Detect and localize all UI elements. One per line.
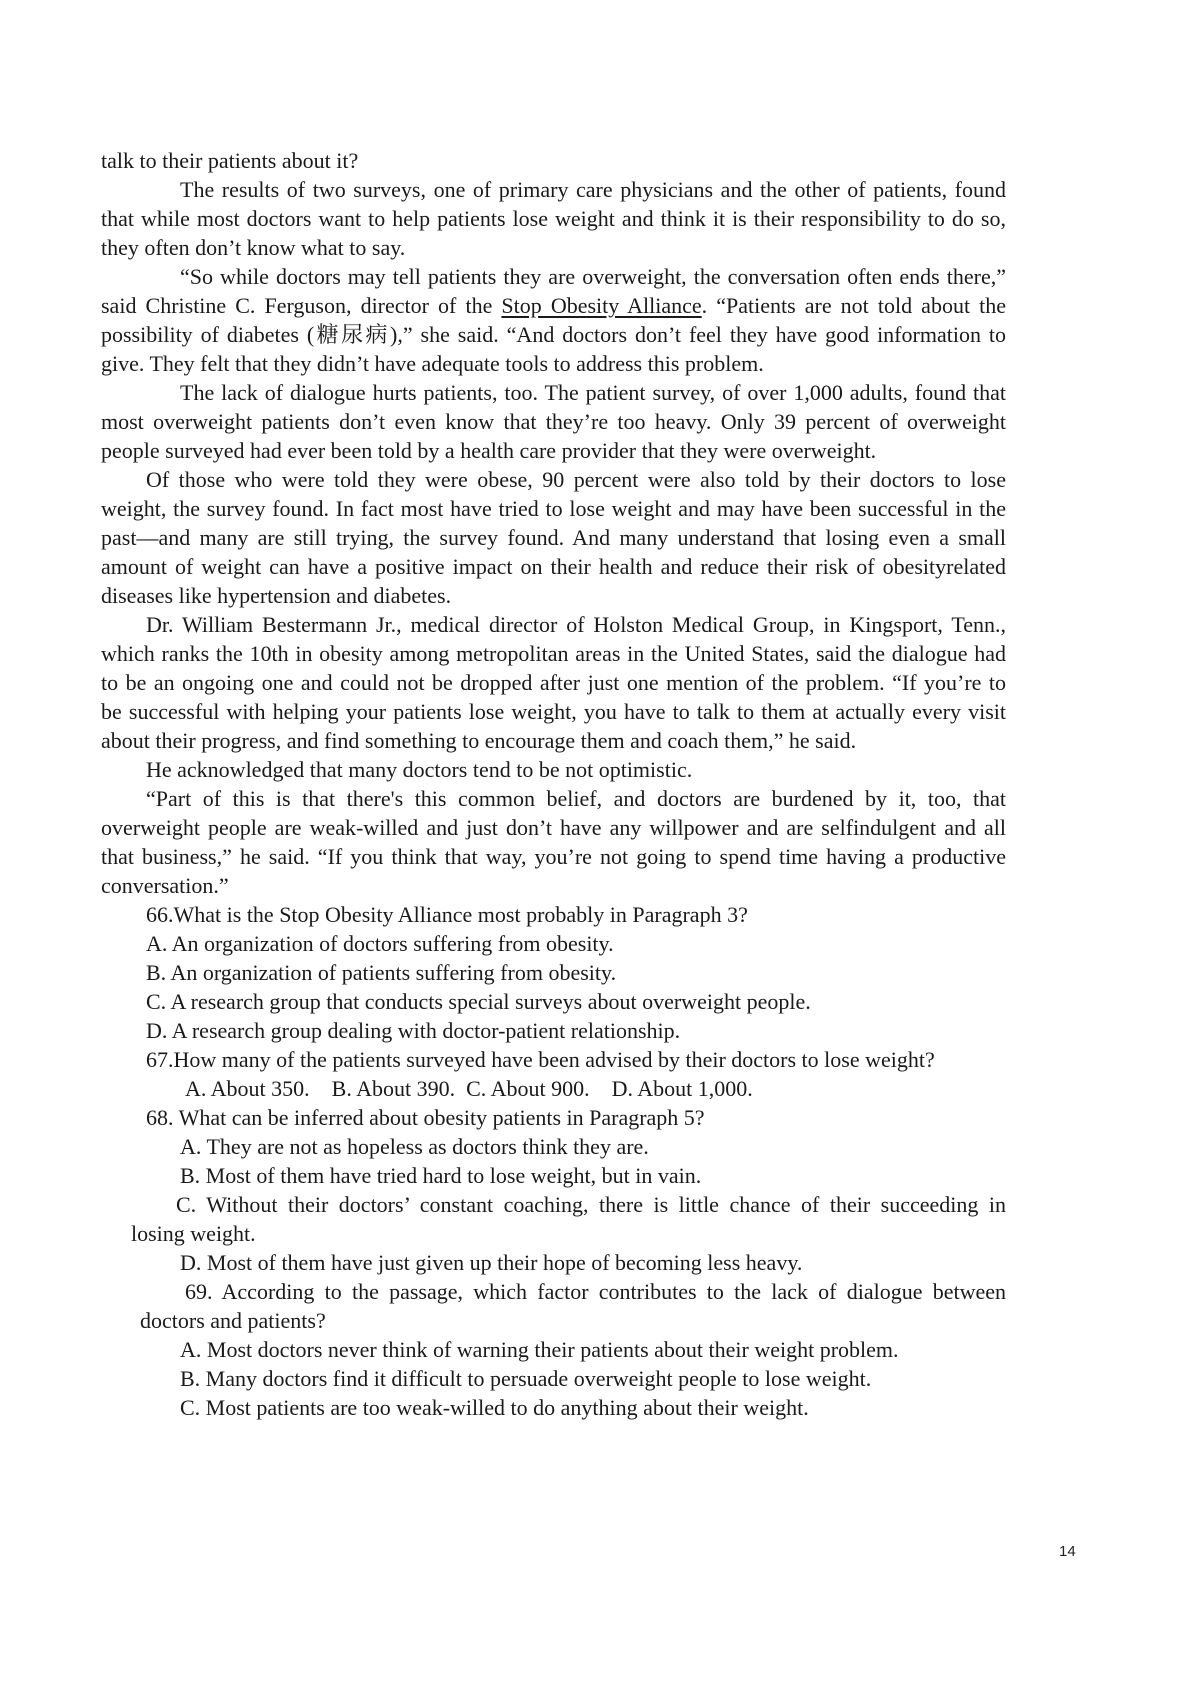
passage-line: weight, the survey found. In fact most have tried to lose weight and may have been successful in the <box>101 496 1006 521</box>
passage-line: that while most doctors want to help patients lose weight and think it is their responsibility to do so, <box>101 206 1006 231</box>
passage-line: people surveyed had ever been told by a health care provider that they were overweight. <box>101 438 877 463</box>
passage-line: overweight people are weak-willed and just don’t have any willpower and are selfindulgent and all <box>101 815 1006 840</box>
question-67-stem: 67.How many of the patients surveyed have been advised by their doctors to lose weight? <box>146 1047 935 1072</box>
question-68-stem: 68. What can be inferred about obesity patients in Paragraph 5? <box>146 1105 705 1130</box>
passage-line: He acknowledged that many doctors tend to be not optimistic. <box>146 757 693 782</box>
passage-line: they often don’t know what to say. <box>101 235 406 260</box>
passage-line: The lack of dialogue hurts patients, too. The patient survey, of over 1,000 adults, found that <box>180 380 1006 405</box>
page-number: 14 <box>1059 1543 1076 1560</box>
question-68-option-c-cont: losing weight. <box>131 1221 256 1246</box>
passage-line: to be an ongoing one and could not be dropped after just one mention of the problem. “If you’re to <box>101 670 1006 695</box>
passage-line: “So while doctors may tell patients they are overweight, the conversation often ends there,” <box>180 264 1006 289</box>
passage-line: “Part of this is that there's this common belief, and doctors are burdened by it, too, that <box>146 786 1006 811</box>
passage-line: talk to their patients about it? <box>101 148 359 173</box>
passage-line: past—and many are still trying, the survey found. And many understand that losing even a small <box>101 525 1006 550</box>
question-66-stem: 66.What is the Stop Obesity Alliance most probably in Paragraph 3? <box>146 902 748 927</box>
question-68-option-c: C. Without their doctors’ constant coaching, there is little chance of their succeeding in <box>176 1192 1006 1217</box>
passage-line: give. They felt that they didn’t have adequate tools to address this problem. <box>101 351 764 376</box>
question-66-option-b: B. An organization of patients suffering from obesity. <box>146 960 617 985</box>
passage-line: be successful with helping your patients lose weight, you have to talk to them at actually every visit <box>101 699 1006 724</box>
passage-text: said Christine C. Ferguson, director of the <box>101 293 502 318</box>
passage-line: Of those who were told they were obese, 90 percent were also told by their doctors to lose <box>146 467 1006 492</box>
passage-line: which ranks the 10th in obesity among metropolitan areas in the United States, said the dialogue had <box>101 641 1006 666</box>
passage-line: diseases like hypertension and diabetes. <box>101 583 452 608</box>
question-66-option-c: C. A research group that conducts special surveys about overweight people. <box>146 989 811 1014</box>
question-68-option-d: D. Most of them have just given up their hope of becoming less heavy. <box>180 1250 803 1275</box>
question-68-option-a: A. They are not as hopeless as doctors think they are. <box>180 1134 649 1159</box>
passage-text: . “Patients are not told about the <box>701 293 1007 318</box>
passage-line: The results of two surveys, one of primary care physicians and the other of patients, found <box>180 177 1006 202</box>
stop-obesity-alliance-underlined: Stop Obesity Alliance <box>501 293 702 318</box>
question-66-option-d: D. A research group dealing with doctor-patient relationship. <box>146 1018 681 1043</box>
passage-line: possibility of diabetes (糖尿病),” she said. “And doctors don’t feel they have good information to <box>101 322 1006 347</box>
question-69-stem-cont: doctors and patients? <box>140 1308 326 1333</box>
passage-line: conversation.” <box>101 873 229 898</box>
passage-line: that business,” he said. “If you think that way, you’re not going to spend time having a productive <box>101 844 1006 869</box>
question-69-option-a: A. Most doctors never think of warning their patients about their weight problem. <box>180 1337 899 1362</box>
passage-line: about their progress, and find something to encourage them and coach them,” he said. <box>101 728 857 753</box>
question-68-option-b: B. Most of them have tried hard to lose weight, but in vain. <box>180 1163 702 1188</box>
passage-line <box>101 290 1006 321</box>
question-69-option-b: B. Many doctors find it difficult to persuade overweight people to lose weight. <box>180 1366 872 1391</box>
passage-line: amount of weight can have a positive impact on their health and reduce their risk of obesityrelated <box>101 554 1006 579</box>
question-67-options: A. About 350. B. About 390. C. About 900. D. About 1,000. <box>185 1076 753 1101</box>
passage-line: most overweight patients don’t even know that they’re too heavy. Only 39 percent of overweight <box>101 409 1006 434</box>
question-69-option-c: C. Most patients are too weak-willed to do anything about their weight. <box>180 1395 809 1420</box>
question-69-stem: 69. According to the passage, which factor contributes to the lack of dialogue between <box>185 1279 1006 1304</box>
passage-line: Dr. William Bestermann Jr., medical director of Holston Medical Group, in Kingsport, Tenn., <box>146 612 1006 637</box>
question-66-option-a: A. An organization of doctors suffering from obesity. <box>146 931 614 956</box>
